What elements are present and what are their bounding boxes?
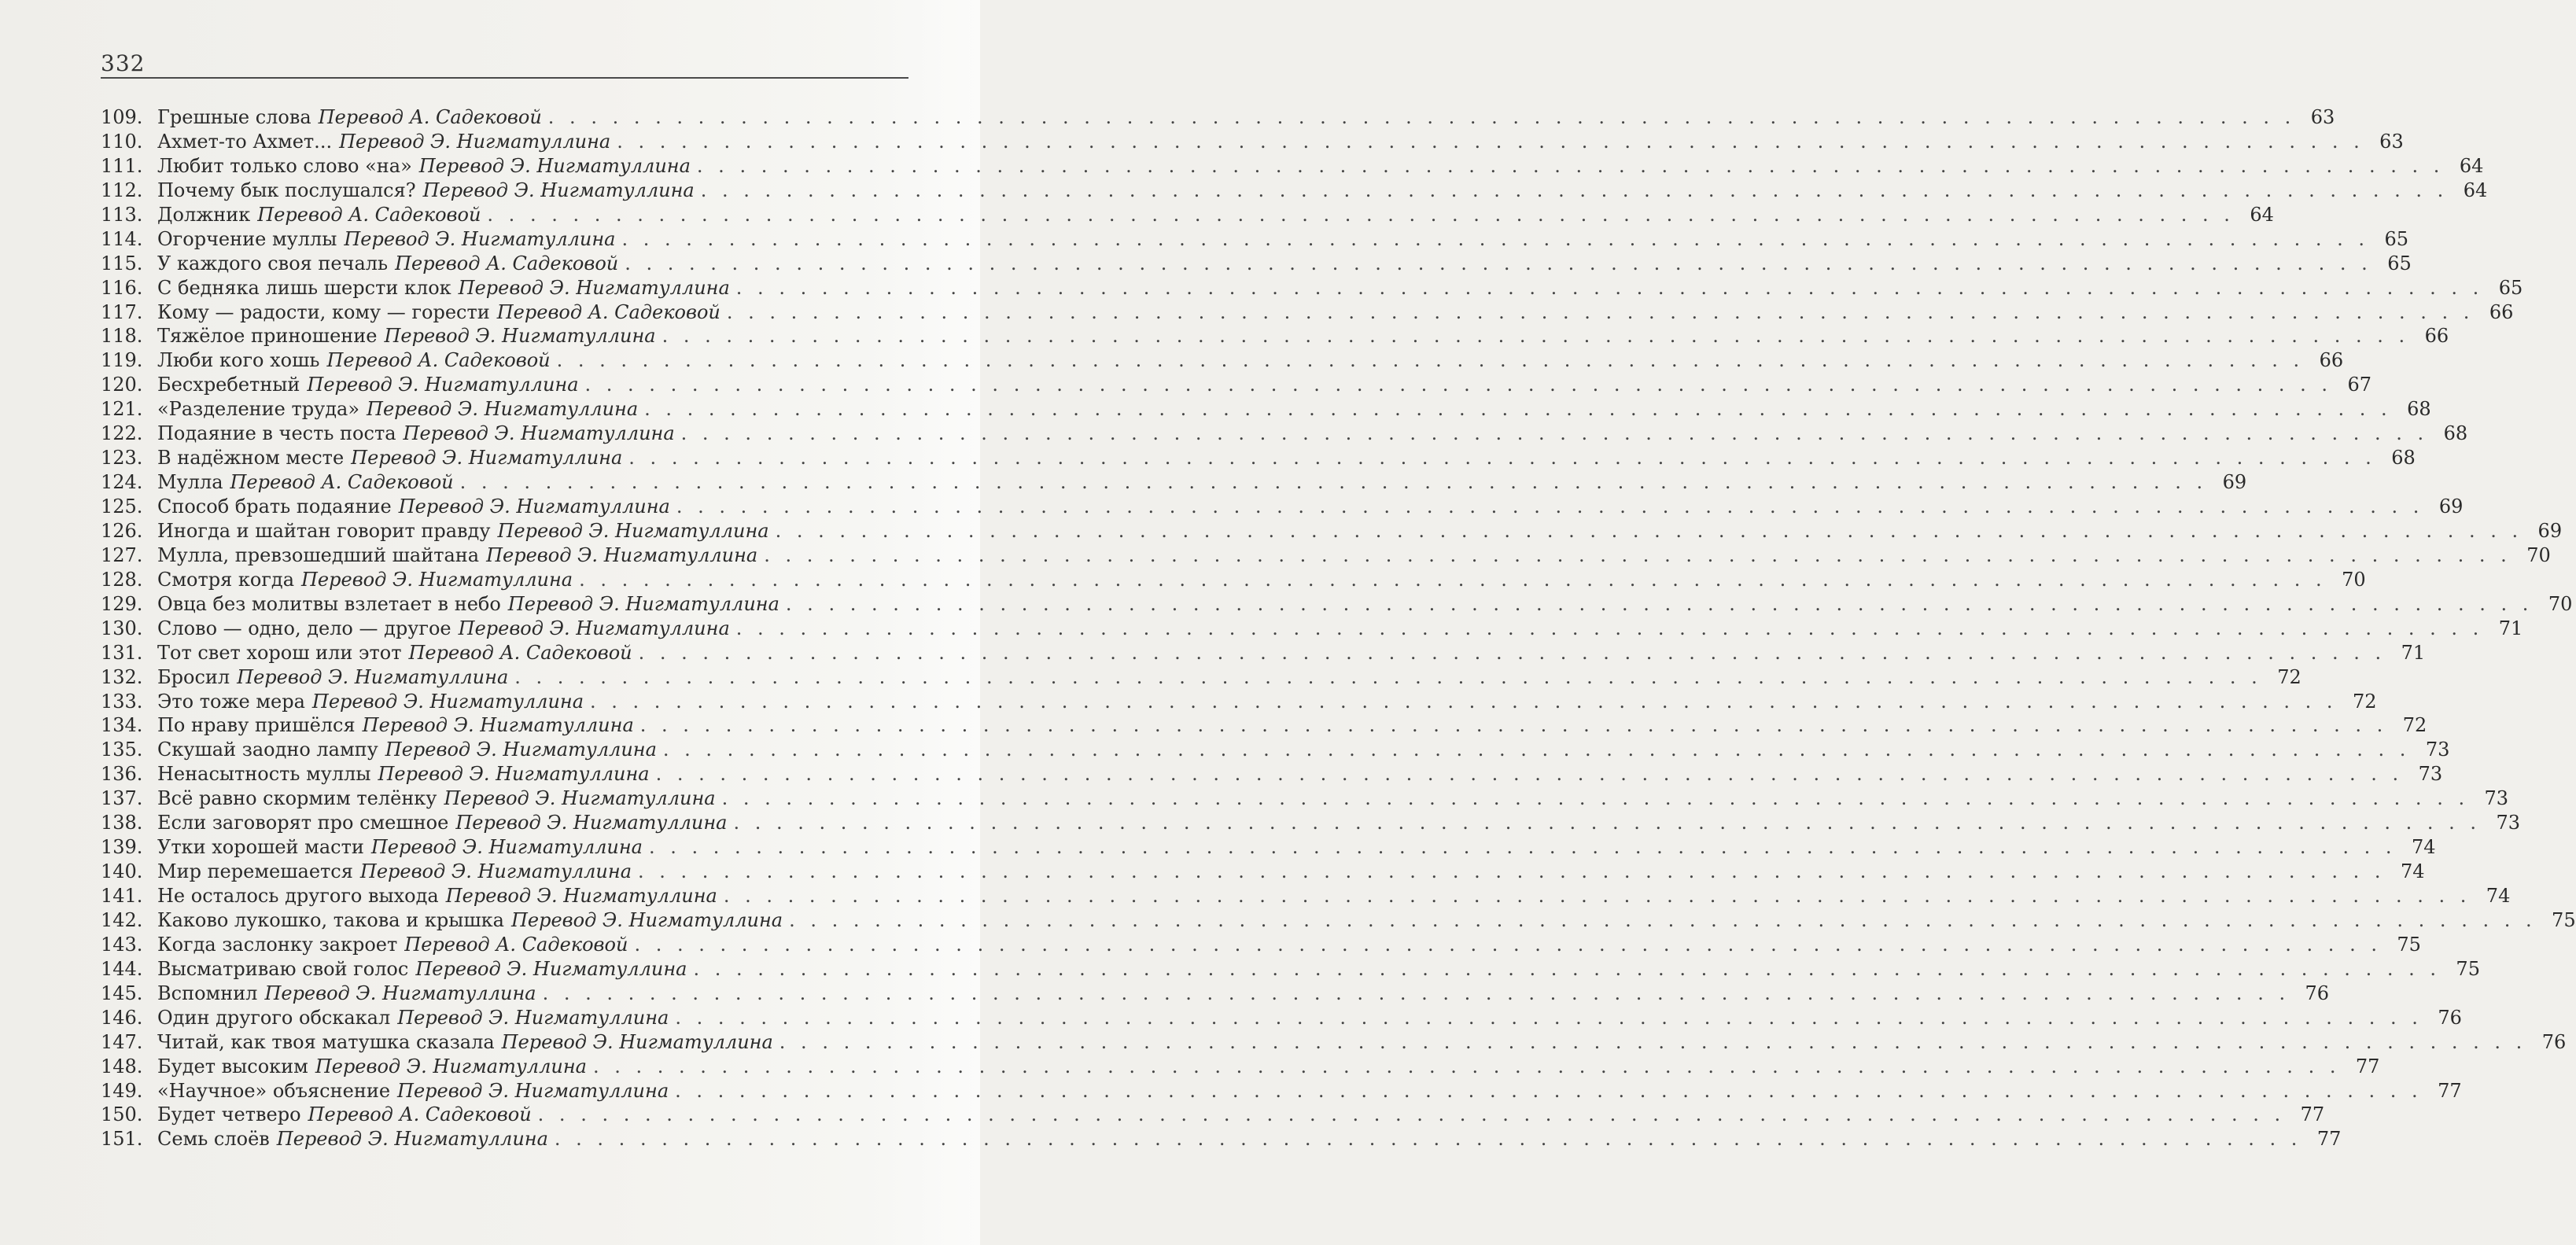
entry-page: 76 [2438,1006,2462,1029]
entry-title: «Научное» объяснение [157,1079,391,1102]
entry-number: 138. [101,812,143,834]
entry-number: 111. [101,154,143,177]
dot-leader: . . . . . . . . . . . . . . . . . . . . . . . . . . . . . . . . . . . . . . . . . . . . . . . . . . . . . . . . . . . . . . . . . . . . . . . . . . . . . . . . . . [592,1055,2341,1077]
entry-page: 72 [2402,714,2427,737]
toc-entry [101,470,2247,495]
dot-leader: . . . . . . . . . . . . . . . . . . . . . . . . . . . . . . . . . . . . . . . . . . . . . . . . . . . . . . . . . . . . . . . . . . . . . . . . . . . . . . . . . . [662,325,2410,348]
entry-title: В надёжном месте [157,447,345,470]
entry-page: 66 [2424,325,2449,348]
entry-title: Тяжёлое приношение [157,325,378,348]
toc-entry [101,786,2509,811]
toc-entry [101,252,2412,276]
entry-number: 148. [101,1055,143,1077]
dot-leader: . . . . . . . . . . . . . . . . . . . . . . . . . . . . . . . . . . . . . . . . . . . . . . . . . . . . . . . . . . . . . . . . . . . . . . . . . . . . . . . . . . [785,592,2534,615]
entry-translator: Перевод А. Садековой [257,203,481,226]
entry-title: Грешные слова [157,106,311,128]
dot-leader: . . . . . . . . . . . . . . . . . . . . . . . . . . . . . . . . . . . . . . . . . . . . . . . . . . . . . . . . . . . . . . . . . . . . . . . . . . . . . . . . . . [764,543,2512,566]
dot-leader: . . . . . . . . . . . . . . . . . . . . . . . . . . . . . . . . . . . . . . . . . . . . . . . . . . . . . . . . . . . . . . . . . . . . . . . . . . . . . . . . . . [779,1030,2527,1053]
toc-entry [101,179,2488,203]
entry-number: 151. [101,1128,143,1151]
dot-leader: . . . . . . . . . . . . . . . . . . . . . . . . . . . . . . . . . . . . . . . . . . . . . . . . . . . . . . . . . . . . . . . . . . . . . . . . . . . . . . . . . . [693,957,2441,980]
entry-number: 147. [101,1030,143,1053]
entry-number: 119. [101,349,143,372]
entry-title: Овца без молитвы взлетает в небо [157,592,501,615]
toc-entry [101,908,2576,933]
page-number: 332 [101,50,146,76]
dot-leader: . . . . . . . . . . . . . . . . . . . . . . . . . . . . . . . . . . . . . . . . . . . . . . . . . . . . . . . . . . . . . . . . . . . . . . . . . . . . . . . . . . [621,227,2369,250]
entry-translator: Перевод А. Садековой [230,471,454,494]
entry-number: 141. [101,885,143,907]
entry-translator: Перевод Э. Нигматуллина [397,1079,669,1102]
entry-title: Ненасытность муллы [157,763,371,786]
entry-page: 65 [2498,276,2523,299]
entry-page: 68 [2391,447,2416,470]
entry-translator: Перевод Э. Нигматуллина [359,860,632,883]
entry-translator: Перевод Э. Нигматуллина [384,325,656,348]
dot-leader: . . . . . . . . . . . . . . . . . . . . . . . . . . . . . . . . . . . . . . . . . . . . . . . . . . . . . . . . . . . . . . . . . . . . . . . . . . . . . . . . . . [721,787,2470,810]
entry-translator: Перевод А. Садековой [404,933,628,956]
entry-translator: Перевод Э. Нигматуллина [501,1030,773,1053]
entry-page: 70 [2342,568,2366,591]
entry-title: Иногда и шайтан говорит правду [157,519,491,542]
entry-title: Смотря когда [157,568,294,591]
entry-translator: Перевод Э. Нигматуллина [455,812,728,834]
entry-page: 63 [2379,130,2404,153]
entry-title: Мулла, превзошедший шайтана [157,543,480,566]
entry-page: 65 [2387,252,2412,274]
entry-number: 113. [101,203,143,226]
entry-page: 66 [2489,300,2514,323]
dot-leader: . . . . . . . . . . . . . . . . . . . . . . . . . . . . . . . . . . . . . . . . . . . . . . . . . . . . . . . . . . . . . . . . . . . . . . . . . . . . . . . . . . [655,763,2404,786]
entry-number: 140. [101,860,143,883]
entry-translator: Перевод Э. Нигматуллина [510,908,783,931]
entry-title: По нраву пришёлся [157,714,356,737]
toc-entry [101,348,2344,373]
entry-page: 68 [2443,422,2468,445]
entry-translator: Перевод Э. Нигматуллина [444,787,716,810]
toc-entry [101,1079,2462,1103]
entry-page: 75 [2552,908,2576,931]
dot-leader: . . . . . . . . . . . . . . . . . . . . . . . . . . . . . . . . . . . . . . . . . . . . . . . . . . . . . . . . . . . . . . . . . . . . . . . . . . . . . . . . . . [625,252,2372,274]
entry-translator: Перевод Э. Нигматуллина [307,374,579,396]
entry-page: 70 [2526,543,2551,566]
entry-page: 72 [2353,690,2377,713]
dot-leader: . . . . . . . . . . . . . . . . . . . . . . . . . . . . . . . . . . . . . . . . . . . . . . . . . . . . . . . . . . . . . . . . . . . . . . . . . . . . . . . . . . [634,933,2382,956]
entry-number: 150. [101,1103,143,1126]
dot-leader: . . . . . . . . . . . . . . . . . . . . . . . . . . . . . . . . . . . . . . . . . . . . . . . . . . . . . . . . . . . . . . . . . . . . . . . . . . . . . . . . . . [700,179,2449,201]
entry-translator: Перевод Э. Нигматуллина [415,957,687,980]
entry-translator: Перевод Э. Нигматуллина [362,714,634,737]
entry-number: 134. [101,714,143,737]
entry-number: 115. [101,252,143,274]
entry-number: 143. [101,933,143,956]
entry-translator: Перевод Э. Нигматуллина [315,1055,587,1077]
entry-translator: Перевод Э. Нигматуллина [458,617,730,639]
toc-entry [101,422,2468,446]
entry-translator: Перевод Э. Нигматуллина [403,422,675,445]
entry-title: Мулла [157,471,223,494]
toc-entry [101,519,2563,543]
entry-page: 73 [2418,763,2443,786]
entry-number: 116. [101,276,143,299]
entry-title: Если заговорят про смешное [157,812,449,834]
entry-title: Когда заслонку закроет [157,933,398,956]
entry-number: 125. [101,495,143,518]
entry-number: 114. [101,227,143,250]
entry-translator: Перевод Э. Нигматуллина [397,1006,669,1029]
toc-entry [101,1006,2462,1030]
entry-title: Вспомнил [157,982,258,1004]
entry-translator: Перевод Э. Нигматуллина [276,1128,548,1151]
toc-entry [101,762,2443,786]
entry-translator: Перевод А. Садековой [395,252,619,274]
entry-number: 146. [101,1006,143,1029]
toc-entry [101,130,2404,154]
dot-leader: . . . . . . . . . . . . . . . . . . . . . . . . . . . . . . . . . . . . . . . . . . . . . . . . . . . . . . . . . . . . . . . . . . . . . . . . . . . . . . . . . . [675,1006,2423,1029]
dot-leader: . . . . . . . . . . . . . . . . . . . . . . . . . . . . . . . . . . . . . . . . . . . . . . . . . . . . . . . . . . . . . . . . . . . . . . . . . . . . . . . . . . [514,665,2262,688]
entry-number: 145. [101,982,143,1004]
toc-entry [101,835,2436,860]
entry-page: 77 [2438,1079,2462,1102]
toc-entry [101,1103,2325,1127]
toc-entry [101,884,2511,908]
entry-translator: Перевод Э. Нигматуллина [486,543,758,566]
dot-leader: . . . . . . . . . . . . . . . . . . . . . . . . . . . . . . . . . . . . . . . . . . . . . . . . . . . . . . . . . . . . . . . . . . . . . . . . . . . . . . . . . . [542,982,2290,1004]
entry-page: 74 [2400,860,2425,883]
entry-page: 74 [2486,885,2511,907]
dot-leader: . . . . . . . . . . . . . . . . . . . . . . . . . . . . . . . . . . . . . . . . . . . . . . . . . . . . . . . . . . . . . . . . . . . . . . . . . . . . . . . . . . [735,276,2484,299]
entry-title: Семь слоёв [157,1128,270,1151]
entry-translator: Перевод Э. Нигматуллина [311,690,584,713]
entry-page: 74 [2411,836,2436,859]
entry-translator: Перевод Э. Нигматуллина [351,447,623,470]
entry-translator: Перевод А. Садековой [326,349,551,372]
dot-leader: . . . . . . . . . . . . . . . . . . . . . . . . . . . . . . . . . . . . . . . . . . . . . . . . . . . . . . . . . . . . . . . . . . . . . . . . . . . . . . . . . . [735,617,2484,639]
dot-leader: . . . . . . . . . . . . . . . . . . . . . . . . . . . . . . . . . . . . . . . . . . . . . . . . . . . . . . . . . . . . . . . . . . . . . . . . . . . . . . . . . . [639,714,2388,737]
toc-entry [101,982,2330,1006]
entry-title: Утки хорошей масти [157,836,364,859]
entry-page: 75 [2456,957,2480,980]
toc-entry [101,957,2480,982]
toc-entry [101,397,2431,422]
entry-translator: Перевод Э. Нигматуллина [385,739,657,761]
dot-leader: . . . . . . . . . . . . . . . . . . . . . . . . . . . . . . . . . . . . . . . . . . . . . . . . . . . . . . . . . . . . . . . . . . . . . . . . . . . . . . . . . . [696,154,2445,177]
entry-title: Каково лукошко, такова и крышка [157,908,504,931]
entry-number: 149. [101,1079,143,1102]
entry-page: 70 [2548,592,2573,615]
toc-entry [101,154,2484,179]
entry-number: 123. [101,447,143,470]
entry-title: Один другого обскакал [157,1006,391,1029]
entry-page: 64 [2459,154,2484,177]
entry-translator: Перевод А. Садековой [496,300,720,323]
dot-leader: . . . . . . . . . . . . . . . . . . . . . . . . . . . . . . . . . . . . . . . . . . . . . . . . . . . . . . . . . . . . . . . . . . . . . . . . . . . . . . . . . . [554,1128,2302,1151]
entry-title: Бесхребетный [157,374,300,396]
entry-page: 73 [2425,739,2450,761]
entry-page: 77 [2355,1055,2380,1077]
entry-number: 121. [101,398,143,421]
entry-page: 73 [2484,787,2509,810]
entry-page: 77 [2300,1103,2325,1126]
toc-entry [101,738,2450,762]
toc-entry [101,324,2449,348]
dot-leader: . . . . . . . . . . . . . . . . . . . . . . . . . . . . . . . . . . . . . . . . . . . . . . . . . . . . . . . . . . . . . . . . . . . . . . . . . . . . . . . . . . [638,641,2386,664]
entry-title: Должник [157,203,251,226]
entry-page: 71 [2498,617,2523,639]
entry-title: Это тоже мера [157,690,305,713]
dot-leader: . . . . . . . . . . . . . . . . . . . . . . . . . . . . . . . . . . . . . . . . . . . . . . . . . . . . . . . . . . . . . . . . . . . . . . . . . . . . . . . . . . [628,447,2376,470]
entry-title: Ахмет-то Ахмет... [157,130,333,153]
toc-entry [101,568,2366,592]
entry-page: 64 [2463,179,2488,201]
entry-page: 73 [2496,812,2520,834]
entry-page: 76 [2541,1030,2567,1053]
toc-entry [101,227,2408,252]
entry-number: 135. [101,739,143,761]
dot-leader: . . . . . . . . . . . . . . . . . . . . . . . . . . . . . . . . . . . . . . . . . . . . . . . . . . . . . . . . . . . . . . . . . . . . . . . . . . . . . . . . . . [662,739,2411,761]
entry-number: 118. [101,325,143,348]
entry-translator: Перевод Э. Нигматуллина [445,885,717,907]
entry-page: 67 [2347,374,2372,396]
entry-title: Всё равно скормим телёнку [157,787,437,810]
toc-entry [101,300,2514,325]
toc-entry [101,1030,2567,1055]
entry-translator: Перевод Э. Нигматуллина [264,982,536,1004]
entry-page: 65 [2384,227,2408,250]
entry-page: 77 [2316,1128,2342,1151]
entry-translator: Перевод Э. Нигматуллина [237,665,509,688]
entry-title: Подаяние в честь поста [157,422,396,445]
entry-translator: Перевод Э. Нигматуллина [422,179,695,201]
toc-entry [101,592,2573,617]
toc-entry [101,373,2372,397]
toc-entry [101,811,2520,835]
entry-title: Люби кого хошь [157,349,320,372]
toc-entry [101,276,2523,300]
toc-entry [101,690,2377,714]
entry-title: С бедняка лишь шерсти клок [157,276,451,299]
entry-number: 120. [101,374,143,396]
entry-page: 69 [2537,519,2563,542]
dot-leader: . . . . . . . . . . . . . . . . . . . . . . . . . . . . . . . . . . . . . . . . . . . . . . . . . . . . . . . . . . . . . . . . . . . . . . . . . . . . . . . . . . [537,1103,2286,1126]
toc-entry [101,543,2551,568]
toc-entry [101,1127,2342,1151]
toc-entry [101,495,2464,519]
entry-number: 117. [101,300,143,323]
dot-leader: . . . . . . . . . . . . . . . . . . . . . . . . . . . . . . . . . . . . . . . . . . . . . . . . . . . . . . . . . . . . . . . . . . . . . . . . . . . . . . . . . . [733,812,2481,834]
dot-leader: . . . . . . . . . . . . . . . . . . . . . . . . . . . . . . . . . . . . . . . . . . . . . . . . . . . . . . . . . . . . . . . . . . . . . . . . . . . . . . . . . . [676,495,2424,518]
dot-leader: . . . . . . . . . . . . . . . . . . . . . . . . . . . . . . . . . . . . . . . . . . . . . . . . . . . . . . . . . . . . . . . . . . . . . . . . . . . . . . . . . . [556,349,2305,372]
entry-number: 109. [101,106,143,128]
toc-entry [101,860,2425,884]
entry-translator: Перевод А. Садековой [318,106,542,128]
toc-entry [101,105,2335,130]
dot-leader: . . . . . . . . . . . . . . . . . . . . . . . . . . . . . . . . . . . . . . . . . . . . . . . . . . . . . . . . . . . . . . . . . . . . . . . . . . . . . . . . . . [487,203,2235,226]
entry-page: 66 [2319,349,2344,372]
toc-entry [101,446,2416,470]
dot-leader: . . . . . . . . . . . . . . . . . . . . . . . . . . . . . . . . . . . . . . . . . . . . . . . . . . . . . . . . . . . . . . . . . . . . . . . . . . . . . . . . . . [617,130,2364,153]
entry-title: Слово — одно, дело — другое [157,617,451,639]
dot-leader: . . . . . . . . . . . . . . . . . . . . . . . . . . . . . . . . . . . . . . . . . . . . . . . . . . . . . . . . . . . . . . . . . . . . . . . . . . . . . . . . . . [459,471,2208,494]
entry-page: 68 [2407,398,2431,421]
entry-title: Не осталось другого выхода [157,885,439,907]
entry-translator: Перевод Э. Нигматуллина [370,836,643,859]
entry-translator: Перевод Э. Нигматуллина [339,130,611,153]
entry-number: 136. [101,763,143,786]
dot-leader: . . . . . . . . . . . . . . . . . . . . . . . . . . . . . . . . . . . . . . . . . . . . . . . . . . . . . . . . . . . . . . . . . . . . . . . . . . . . . . . . . . [675,1079,2423,1102]
toc-entry [101,1055,2380,1079]
entry-page: 64 [2250,203,2274,226]
entry-title: Высматриваю свой голос [157,957,409,980]
toc-entry [101,713,2427,738]
entry-translator: Перевод Э. Нигматуллина [378,763,650,786]
entry-page: 75 [2397,933,2421,956]
entry-title: Почему бык послушался? [157,179,416,201]
entry-number: 137. [101,787,143,810]
entry-translator: Перевод Э. Нигматуллина [367,398,639,421]
entry-number: 131. [101,641,143,664]
dot-leader: . . . . . . . . . . . . . . . . . . . . . . . . . . . . . . . . . . . . . . . . . . . . . . . . . . . . . . . . . . . . . . . . . . . . . . . . . . . . . . . . . . [649,836,2397,859]
entry-translator: Перевод А. Садековой [308,1103,532,1126]
entry-translator: Перевод Э. Нигматуллина [497,519,769,542]
entry-number: 129. [101,592,143,615]
toc-entry [101,665,2301,690]
entry-title: Кому — радости, кому — горести [157,300,490,323]
toc-entry [101,203,2274,227]
entry-page: 76 [2305,982,2330,1004]
entry-title: Читай, как твоя матушка сказала [157,1030,495,1053]
dot-leader: . . . . . . . . . . . . . . . . . . . . . . . . . . . . . . . . . . . . . . . . . . . . . . . . . . . . . . . . . . . . . . . . . . . . . . . . . . . . . . . . . . [590,690,2338,713]
entry-number: 133. [101,690,143,713]
entry-title: У каждого своя печаль [157,252,389,274]
table-of-contents [101,105,2576,1151]
entry-title: Способ брать подаяние [157,495,392,518]
entry-number: 112. [101,179,143,201]
entry-number: 110. [101,130,143,153]
entry-title: «Разделение труда» [157,398,360,421]
header-rule [101,77,908,79]
entry-title: Мир перемешается [157,860,353,883]
entry-translator: Перевод Э. Нигматуллина [344,227,616,250]
entry-title: Скушай заодно лампу [157,739,378,761]
dot-leader: . . . . . . . . . . . . . . . . . . . . . . . . . . . . . . . . . . . . . . . . . . . . . . . . . . . . . . . . . . . . . . . . . . . . . . . . . . . . . . . . . . [680,422,2429,445]
dot-leader: . . . . . . . . . . . . . . . . . . . . . . . . . . . . . . . . . . . . . . . . . . . . . . . . . . . . . . . . . . . . . . . . . . . . . . . . . . . . . . . . . . [723,885,2471,907]
dot-leader: . . . . . . . . . . . . . . . . . . . . . . . . . . . . . . . . . . . . . . . . . . . . . . . . . . . . . . . . . . . . . . . . . . . . . . . . . . . . . . . . . . [644,398,2392,421]
entry-number: 127. [101,543,143,566]
entry-number: 126. [101,519,143,542]
entry-number: 128. [101,568,143,591]
entry-number: 122. [101,422,143,445]
entry-title: Будет высоким [157,1055,308,1077]
entry-number: 144. [101,957,143,980]
entry-page: 63 [2310,106,2335,128]
dot-leader: . . . . . . . . . . . . . . . . . . . . . . . . . . . . . . . . . . . . . . . . . . . . . . . . . . . . . . . . . . . . . . . . . . . . . . . . . . . . . . . . . . [726,300,2475,323]
entry-translator: Перевод Э. Нигматуллина [301,568,573,591]
entry-number: 130. [101,617,143,639]
dot-leader: . . . . . . . . . . . . . . . . . . . . . . . . . . . . . . . . . . . . . . . . . . . . . . . . . . . . . . . . . . . . . . . . . . . . . . . . . . . . . . . . . . [579,568,2327,591]
dot-leader: . . . . . . . . . . . . . . . . . . . . . . . . . . . . . . . . . . . . . . . . . . . . . . . . . . . . . . . . . . . . . . . . . . . . . . . . . . . . . . . . . . [547,106,2296,128]
dot-leader: . . . . . . . . . . . . . . . . . . . . . . . . . . . . . . . . . . . . . . . . . . . . . . . . . . . . . . . . . . . . . . . . . . . . . . . . . . . . . . . . . . [775,519,2523,542]
entry-page: 72 [2277,665,2301,688]
entry-number: 124. [101,471,143,494]
entry-translator: Перевод А. Садековой [408,641,632,664]
entry-title: Огорчение муллы [157,227,337,250]
entry-title: Бросил [157,665,230,688]
entry-page: 69 [2438,495,2464,518]
entry-translator: Перевод Э. Нигматуллина [418,154,691,177]
entry-translator: Перевод Э. Нигматуллина [507,592,779,615]
dot-leader: . . . . . . . . . . . . . . . . . . . . . . . . . . . . . . . . . . . . . . . . . . . . . . . . . . . . . . . . . . . . . . . . . . . . . . . . . . . . . . . . . . [584,374,2333,396]
entry-title: Любит только слово «на» [157,154,412,177]
toc-entry [101,641,2426,665]
entry-number: 132. [101,665,143,688]
toc-entry [101,933,2421,957]
dot-leader: . . . . . . . . . . . . . . . . . . . . . . . . . . . . . . . . . . . . . . . . . . . . . . . . . . . . . . . . . . . . . . . . . . . . . . . . . . . . . . . . . . [789,908,2537,931]
entry-number: 139. [101,836,143,859]
entry-page: 71 [2401,641,2426,664]
entry-number: 142. [101,908,143,931]
entry-page: 69 [2222,471,2247,494]
entry-title: Тот свет хорош или этот [157,641,402,664]
toc-entry [101,617,2523,641]
entry-title: Будет четверо [157,1103,301,1126]
entry-translator: Перевод Э. Нигматуллина [458,276,730,299]
entry-translator: Перевод Э. Нигматуллина [398,495,670,518]
dot-leader: . . . . . . . . . . . . . . . . . . . . . . . . . . . . . . . . . . . . . . . . . . . . . . . . . . . . . . . . . . . . . . . . . . . . . . . . . . . . . . . . . . [638,860,2386,883]
